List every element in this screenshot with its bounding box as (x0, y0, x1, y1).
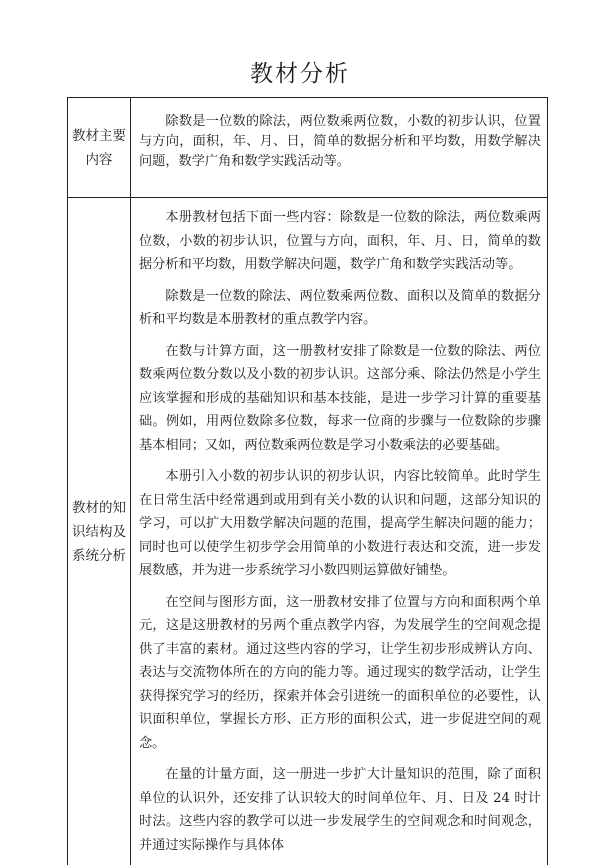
label-line: 内容 (68, 148, 130, 172)
label-structure (68, 198, 131, 865)
label-line: 教材主要 (68, 124, 130, 148)
structure-text-cell (131, 198, 548, 865)
paragraph: 在数与计算方面，这一册教材安排了除数是一位数的除法、两位数乘两位数分数以及小数的初步认识。这部分乘、除法仍然是小学生应该掌握和形成的基础知识和基本技能，是进一步学习计算的重要基础。例如，用两位数除多位数，每求一位商的步骤与一位数除的步骤基本相同；又如，两位数乘两位数是学习小数乘法的必要基础。 (139, 340, 541, 458)
table-row-structure (68, 198, 548, 865)
paragraph: 在空间与图形方面，这一册教材安排了位置与方向和面积两个单元，这是这册教材的另两个重点教学内容，为发展学生的空间观念提供了丰富的素材。通过这些内容的学习，让学生初步形成辨认方向、表达与交流物体所在的方向的能力等。通过现实的数学活动，让学生获得探究学习的经历，探索并体会引进统一的面积单位的必要性，认识面积单位，掌握长方形、正方形的面积公式，进一步促进空间的观念。 (139, 591, 541, 756)
label-line: 系统分析 (68, 544, 130, 568)
paragraph: 本册教材包括下面一些内容：除数是一位数的除法，两位数乘两位数，小数的初步认识，位置与方向，面积，年、月、日，简单的数据分析和平均数，用数学解决问题，数学广角和数学实践活动等。 (139, 206, 541, 277)
table-row-main-content (68, 98, 548, 198)
paragraph: 在量的计量方面，这一册进一步扩大计量知识的范围，除了面积单位的认识外，还安排了认识较大的时间单位年、月、日及 24 时计时法。这些内容的教学可以进一步发展学生的空间观念和时间观念，并通过实际操作与具体体 (139, 763, 541, 857)
paragraph: 除数是一位数的除法、两位数乘两位数、面积以及简单的数据分析和平均数是本册教材的重点教学内容。 (139, 285, 541, 332)
main-content-text-cell (131, 98, 548, 198)
analysis-table (67, 97, 548, 865)
label-main-content (68, 98, 131, 198)
paragraph: 本册引入小数的初步认识的初步认识，内容比较简单。此时学生在日常生活中经常遇到或用到有关小数的认识和问题，这部分知识的学习，可以扩大用数学解决问题的范围，提高学生解决问题的能力；同时也可以使学生初步学会用简单的小数进行表达和交流，进一步发展数感，并为进一步系统学习小数四则运算做好铺垫。 (139, 465, 541, 583)
page-title: 教材分析 (0, 58, 600, 90)
label-line: 教材的知 (68, 496, 130, 520)
label-line: 识结构及 (68, 520, 130, 544)
main-content-paragraph: 除数是一位数的除法，两位数乘两位数，小数的初步认识，位置与方向，面积，年、月、日，简单的数据分析和平均数，用数学解决问题，数学广角和数学实践活动等。 (139, 112, 541, 172)
